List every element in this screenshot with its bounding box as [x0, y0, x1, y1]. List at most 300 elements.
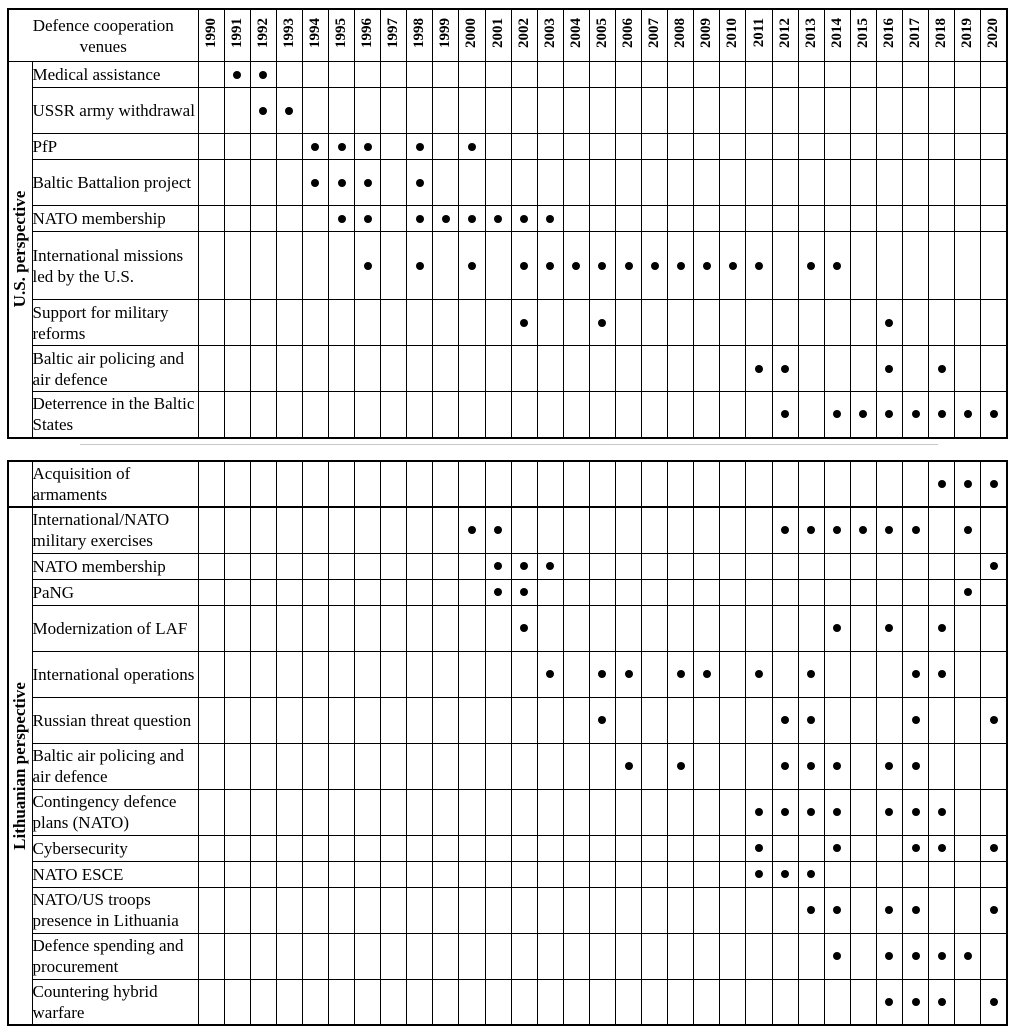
year-cell-2011 [746, 887, 772, 933]
year-cell-2000 [459, 206, 485, 232]
year-cell-1992 [250, 88, 276, 134]
year-cell-2016 [876, 62, 902, 88]
year-cell-2015 [850, 651, 876, 697]
year-cell-2015 [850, 300, 876, 346]
year-cell-2018 [929, 160, 955, 206]
year-cell-2004 [563, 507, 589, 553]
table-row [8, 300, 1007, 346]
year-cell-1995 [328, 861, 354, 887]
year-cell-2020 [981, 835, 1007, 861]
year-cell-2001 [485, 789, 511, 835]
year-cell-1993 [276, 579, 302, 605]
year-label: 1998 [411, 18, 428, 48]
year-cell-1993 [276, 62, 302, 88]
year-cell-2015 [850, 62, 876, 88]
year-cell-2015 [850, 553, 876, 579]
year-cell-2019 [955, 300, 981, 346]
activity-dot [885, 624, 893, 632]
year-cell-1990 [198, 579, 224, 605]
year-cell-2018 [929, 697, 955, 743]
year-cell-2006 [616, 461, 642, 507]
activity-dot [912, 808, 920, 816]
year-label: 2002 [515, 18, 532, 48]
year-header-1994 [302, 9, 328, 62]
year-cell-2008 [668, 507, 694, 553]
year-label: 2006 [620, 18, 637, 48]
venue-label: Baltic air policing and air defence [32, 743, 198, 789]
year-cell-1999 [433, 933, 459, 979]
activity-dot [781, 762, 789, 770]
activity-dot [468, 262, 476, 270]
activity-dot [964, 526, 972, 534]
year-cell-2001 [485, 651, 511, 697]
lithuanian-perspective-table [7, 460, 1008, 1026]
venue-label: PaNG [32, 579, 198, 605]
year-cell-2008 [668, 697, 694, 743]
year-cell-2015 [850, 134, 876, 160]
year-cell-1996 [355, 743, 381, 789]
year-cell-2006 [616, 392, 642, 438]
activity-dot [494, 526, 502, 534]
activity-dot [703, 262, 711, 270]
year-cell-2013 [798, 232, 824, 300]
year-cell-1997 [381, 605, 407, 651]
activity-dot [912, 952, 920, 960]
year-cell-1992 [250, 62, 276, 88]
year-cell-2007 [642, 553, 668, 579]
year-cell-2012 [772, 160, 798, 206]
year-cell-1999 [433, 743, 459, 789]
year-cell-1996 [355, 861, 381, 887]
year-cell-2016 [876, 507, 902, 553]
year-cell-2006 [616, 651, 642, 697]
activity-dot [364, 143, 372, 151]
year-cell-2009 [694, 835, 720, 861]
activity-dot [964, 588, 972, 596]
year-cell-2004 [563, 392, 589, 438]
year-cell-2013 [798, 206, 824, 232]
year-cell-1997 [381, 461, 407, 507]
year-cell-1993 [276, 651, 302, 697]
year-cell-2010 [720, 553, 746, 579]
year-cell-1998 [407, 887, 433, 933]
year-cell-2006 [616, 206, 642, 232]
year-cell-2011 [746, 835, 772, 861]
year-cell-2017 [903, 605, 929, 651]
year-cell-2007 [642, 160, 668, 206]
year-label: 2012 [776, 18, 793, 48]
year-label: 2001 [489, 18, 506, 48]
year-cell-2012 [772, 300, 798, 346]
year-cell-2012 [772, 507, 798, 553]
year-cell-2014 [824, 232, 850, 300]
activity-dot [859, 410, 867, 418]
activity-dot [520, 588, 528, 596]
year-cell-2012 [772, 62, 798, 88]
us-perspective-table [7, 8, 1008, 439]
activity-dot [364, 262, 372, 270]
year-cell-1994 [302, 461, 328, 507]
activity-dot [938, 480, 946, 488]
year-cell-1991 [224, 743, 250, 789]
activity-dot [990, 844, 998, 852]
year-cell-2018 [929, 835, 955, 861]
activity-dot [416, 215, 424, 223]
activity-dot [833, 262, 841, 270]
year-cell-2020 [981, 62, 1007, 88]
activity-dot [807, 526, 815, 534]
year-cell-2017 [903, 933, 929, 979]
activity-dot [938, 365, 946, 373]
year-cell-2017 [903, 651, 929, 697]
year-cell-2005 [589, 88, 615, 134]
year-cell-2000 [459, 346, 485, 392]
year-cell-2010 [720, 62, 746, 88]
year-cell-1990 [198, 392, 224, 438]
year-cell-2018 [929, 206, 955, 232]
year-cell-2011 [746, 392, 772, 438]
year-cell-2014 [824, 88, 850, 134]
year-cell-2007 [642, 979, 668, 1025]
year-cell-1999 [433, 697, 459, 743]
year-cell-2009 [694, 300, 720, 346]
year-cell-2013 [798, 62, 824, 88]
year-cell-2020 [981, 933, 1007, 979]
year-cell-2010 [720, 507, 746, 553]
year-cell-2009 [694, 507, 720, 553]
year-cell-2006 [616, 553, 642, 579]
year-header-2011 [746, 9, 772, 62]
year-label: 2005 [593, 18, 610, 48]
year-cell-1992 [250, 789, 276, 835]
year-cell-2010 [720, 651, 746, 697]
year-cell-2010 [720, 933, 746, 979]
year-cell-2013 [798, 346, 824, 392]
year-cell-2016 [876, 789, 902, 835]
table-row [8, 835, 1007, 861]
year-cell-2000 [459, 88, 485, 134]
activity-dot [833, 808, 841, 816]
year-cell-1994 [302, 651, 328, 697]
year-cell-2014 [824, 206, 850, 232]
table-row [8, 933, 1007, 979]
year-cell-1996 [355, 933, 381, 979]
year-cell-2003 [537, 579, 563, 605]
year-cell-1999 [433, 651, 459, 697]
year-cell-2020 [981, 579, 1007, 605]
year-header-2017 [903, 9, 929, 62]
year-label: 1996 [359, 18, 376, 48]
table-row [8, 605, 1007, 651]
year-cell-2007 [642, 861, 668, 887]
year-cell-1990 [198, 461, 224, 507]
year-cell-2017 [903, 743, 929, 789]
year-header-2019 [955, 9, 981, 62]
activity-dot [807, 670, 815, 678]
year-header-1997 [381, 9, 407, 62]
year-header-1998 [407, 9, 433, 62]
table-row [8, 134, 1007, 160]
year-cell-2006 [616, 743, 642, 789]
year-cell-1996 [355, 461, 381, 507]
year-cell-2000 [459, 553, 485, 579]
year-cell-1991 [224, 206, 250, 232]
year-cell-2008 [668, 651, 694, 697]
year-cell-1990 [198, 789, 224, 835]
venue-label: NATO ESCE [32, 861, 198, 887]
year-cell-2008 [668, 392, 694, 438]
table-row [8, 887, 1007, 933]
year-cell-1993 [276, 605, 302, 651]
year-cell-2006 [616, 861, 642, 887]
year-cell-1991 [224, 346, 250, 392]
year-cell-2019 [955, 507, 981, 553]
year-cell-1990 [198, 979, 224, 1025]
year-cell-2013 [798, 461, 824, 507]
year-cell-2018 [929, 861, 955, 887]
activity-dot [807, 762, 815, 770]
year-cell-2010 [720, 392, 746, 438]
activity-dot [885, 762, 893, 770]
year-cell-2009 [694, 605, 720, 651]
year-cell-2006 [616, 62, 642, 88]
year-cell-2011 [746, 861, 772, 887]
year-cell-2019 [955, 160, 981, 206]
year-cell-2012 [772, 887, 798, 933]
year-cell-2003 [537, 461, 563, 507]
activity-dot [912, 906, 920, 914]
table-row [8, 206, 1007, 232]
activity-dot [468, 526, 476, 534]
year-cell-1994 [302, 579, 328, 605]
year-cell-2010 [720, 346, 746, 392]
year-cell-2004 [563, 697, 589, 743]
year-cell-2010 [720, 134, 746, 160]
year-cell-2010 [720, 461, 746, 507]
venue-label: Medical assistance [32, 62, 198, 88]
year-cell-1996 [355, 392, 381, 438]
year-cell-2015 [850, 743, 876, 789]
year-cell-1996 [355, 979, 381, 1025]
table-row [8, 392, 1007, 438]
activity-dot [468, 143, 476, 151]
year-cell-2003 [537, 605, 563, 651]
year-cell-1999 [433, 579, 459, 605]
activity-dot [442, 215, 450, 223]
activity-dot [938, 670, 946, 678]
year-cell-1998 [407, 160, 433, 206]
activity-dot [755, 870, 763, 878]
year-cell-1993 [276, 461, 302, 507]
year-cell-1990 [198, 887, 224, 933]
table-row [8, 861, 1007, 887]
year-cell-2004 [563, 579, 589, 605]
year-cell-2018 [929, 887, 955, 933]
year-cell-2009 [694, 861, 720, 887]
year-cell-1990 [198, 553, 224, 579]
year-cell-2003 [537, 887, 563, 933]
year-cell-2009 [694, 346, 720, 392]
year-cell-1997 [381, 579, 407, 605]
venue-label: Defence spending and procurement [32, 933, 198, 979]
year-cell-2010 [720, 300, 746, 346]
year-cell-1993 [276, 134, 302, 160]
venue-label: NATO membership [32, 553, 198, 579]
venue-label: NATO/US troops presence in Lithuania [32, 887, 198, 933]
year-cell-2017 [903, 392, 929, 438]
year-cell-2018 [929, 507, 955, 553]
year-cell-2009 [694, 789, 720, 835]
year-cell-1991 [224, 507, 250, 553]
year-cell-2010 [720, 605, 746, 651]
year-cell-1991 [224, 553, 250, 579]
year-cell-2006 [616, 346, 642, 392]
year-cell-2012 [772, 579, 798, 605]
activity-dot [885, 906, 893, 914]
year-cell-1993 [276, 743, 302, 789]
year-cell-2009 [694, 206, 720, 232]
year-cell-2017 [903, 300, 929, 346]
year-cell-1992 [250, 861, 276, 887]
year-cell-2003 [537, 789, 563, 835]
activity-dot [677, 670, 685, 678]
year-cell-1993 [276, 88, 302, 134]
year-cell-2009 [694, 887, 720, 933]
year-cell-2014 [824, 553, 850, 579]
year-cell-2011 [746, 789, 772, 835]
year-cell-2013 [798, 507, 824, 553]
year-cell-2007 [642, 789, 668, 835]
activity-dot [938, 952, 946, 960]
year-header-1995 [328, 9, 354, 62]
year-cell-2014 [824, 861, 850, 887]
year-cell-2008 [668, 62, 694, 88]
year-cell-2013 [798, 605, 824, 651]
year-cell-2018 [929, 933, 955, 979]
year-cell-2020 [981, 206, 1007, 232]
year-cell-2003 [537, 651, 563, 697]
year-cell-2017 [903, 160, 929, 206]
year-cell-2017 [903, 789, 929, 835]
year-cell-1993 [276, 979, 302, 1025]
year-cell-2005 [589, 789, 615, 835]
year-cell-1999 [433, 979, 459, 1025]
year-cell-1996 [355, 553, 381, 579]
activity-dot [338, 215, 346, 223]
year-cell-2000 [459, 743, 485, 789]
year-cell-2008 [668, 553, 694, 579]
year-cell-1990 [198, 743, 224, 789]
year-cell-2003 [537, 134, 563, 160]
year-cell-2011 [746, 651, 772, 697]
year-cell-1993 [276, 933, 302, 979]
year-label: 2009 [698, 18, 715, 48]
activity-dot [781, 410, 789, 418]
year-cell-2011 [746, 461, 772, 507]
year-cell-2014 [824, 887, 850, 933]
activity-dot [912, 716, 920, 724]
year-header-2008 [668, 9, 694, 62]
year-cell-1992 [250, 300, 276, 346]
year-cell-2005 [589, 300, 615, 346]
year-cell-1996 [355, 346, 381, 392]
lithuanian-perspective-label [8, 507, 32, 1025]
table-row [8, 62, 1007, 88]
year-cell-1992 [250, 232, 276, 300]
year-cell-1992 [250, 651, 276, 697]
activity-dot [859, 526, 867, 534]
year-cell-2016 [876, 160, 902, 206]
year-header-2010 [720, 9, 746, 62]
year-cell-1994 [302, 835, 328, 861]
year-label: 1997 [385, 18, 402, 48]
year-cell-2011 [746, 553, 772, 579]
year-cell-1996 [355, 62, 381, 88]
year-cell-2003 [537, 206, 563, 232]
year-cell-2013 [798, 789, 824, 835]
year-cell-2014 [824, 160, 850, 206]
activity-dot [781, 716, 789, 724]
year-cell-2020 [981, 160, 1007, 206]
year-cell-1999 [433, 232, 459, 300]
year-cell-2008 [668, 605, 694, 651]
year-cell-1995 [328, 933, 354, 979]
year-cell-2007 [642, 300, 668, 346]
year-cell-1990 [198, 933, 224, 979]
table-row [8, 507, 1007, 553]
year-cell-1998 [407, 979, 433, 1025]
year-cell-2019 [955, 743, 981, 789]
year-cell-2001 [485, 392, 511, 438]
year-cell-2002 [511, 392, 537, 438]
year-cell-2014 [824, 392, 850, 438]
year-cell-1991 [224, 861, 250, 887]
activity-dot [885, 808, 893, 816]
year-cell-2000 [459, 62, 485, 88]
year-cell-2002 [511, 933, 537, 979]
activity-dot [781, 870, 789, 878]
year-cell-2004 [563, 835, 589, 861]
year-cell-2001 [485, 507, 511, 553]
year-cell-1993 [276, 507, 302, 553]
header-row [8, 9, 1007, 62]
year-cell-1994 [302, 697, 328, 743]
year-cell-2015 [850, 461, 876, 507]
year-cell-1993 [276, 300, 302, 346]
year-cell-2006 [616, 88, 642, 134]
activity-dot [285, 107, 293, 115]
year-cell-1995 [328, 62, 354, 88]
year-cell-2001 [485, 605, 511, 651]
year-cell-2000 [459, 651, 485, 697]
year-cell-2018 [929, 979, 955, 1025]
year-cell-2000 [459, 579, 485, 605]
year-cell-2004 [563, 553, 589, 579]
year-cell-2009 [694, 979, 720, 1025]
year-cell-1999 [433, 160, 459, 206]
year-cell-2018 [929, 789, 955, 835]
year-cell-2016 [876, 933, 902, 979]
year-cell-2011 [746, 507, 772, 553]
year-cell-2010 [720, 743, 746, 789]
year-cell-2000 [459, 887, 485, 933]
activity-dot [546, 670, 554, 678]
year-cell-1999 [433, 861, 459, 887]
year-cell-2005 [589, 392, 615, 438]
year-cell-2001 [485, 62, 511, 88]
year-cell-2013 [798, 933, 824, 979]
year-cell-2000 [459, 300, 485, 346]
